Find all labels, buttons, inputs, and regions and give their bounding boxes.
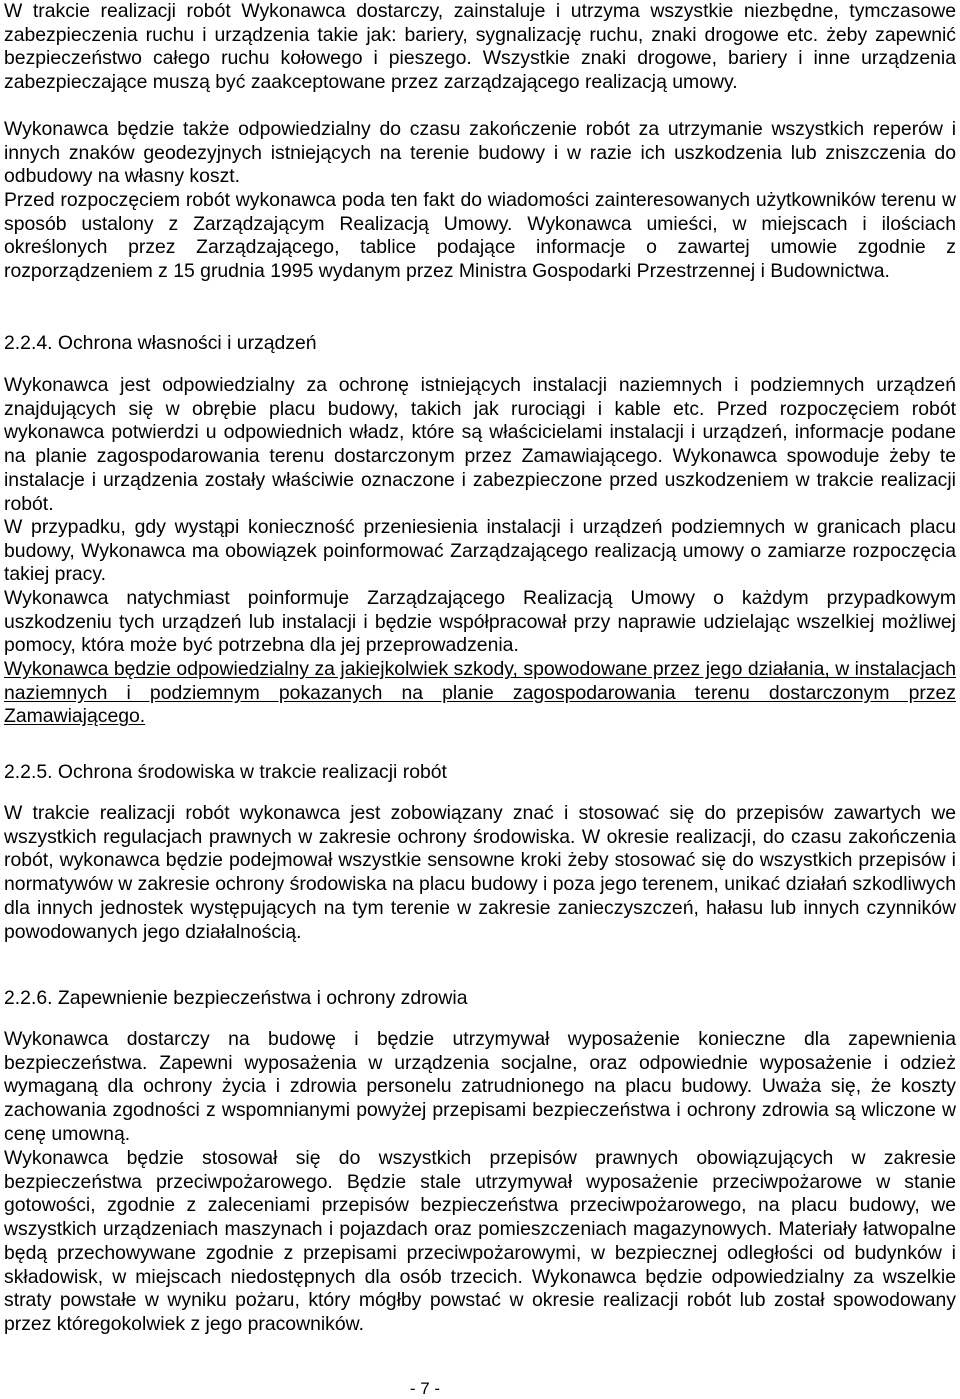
section-heading-2-2-5: 2.2.5. Ochrona środowiska w trakcie realizacji robót: [4, 761, 447, 783]
paragraph-damage-report: Wykonawca natychmiast poinformuje Zarządzającego Realizacją Umowy o każdym przypadkowym uszkodzeniu tych urządzeń lub instalacji i będzie współpracował przy naprawie udzielając wszelkiej możliwej pomocy, która może być potrzebna dla jej przeprowadzenia.: [4, 587, 956, 657]
page-number: - 7 -: [409, 1379, 441, 1398]
paragraph-survey-markers: Wykonawca będzie także odpowiedzialny do czasu zakończenie robót za utrzymanie wszystkich reperów i innych znaków geodezyjnych istniejących na terenie budowy i w razie ich uszkodzenia lub zniszczenia do odbudowy na własny koszt.: [4, 118, 956, 188]
paragraph-installations-protection: Wykonawca jest odpowiedzialny za ochronę istniejących instalacji naziemnych i podziemnych urządzeń znajdujących się w obrębie placu budowy, takich jak rurociągi i kable etc. Przed rozpoczęciem robót wykonawca potwierdzi u odpowiednich władz, które są właścicielami instalacji i urządzeń, informacje podane na planie zagospodarowania terenu dostarczonym przez Zamawiającego. Wykonawca spowoduje żeby te instalacje i urządzenia zostały właściwie oznaczone i zabezpieczone przed uszkodzeniem w trakcie realizacji robót.: [4, 374, 956, 515]
section-heading-2-2-6: 2.2.6. Zapewnienie bezpieczeństwa i ochrony zdrowia: [4, 987, 468, 1009]
paragraph-fire-safety: Wykonawca będzie stosował się do wszystkich przepisów prawnych obowiązujących w zakresie bezpieczeństwa przeciwpożarowego. Będzie stale utrzymywał wyposażenie przeciwpożarowe w stanie gotowości, zgodnie z zaleceniami przepisów bezpieczeństwa przeciwpożarowego, na placu budowy, we wszystkich urządzeniach maszynach i pojazdach oraz pomieszczeniach magazynowych. Materiały łatwopalne będą przechowywane zgodnie z przepisami przeciwpożarowymi, w bezpiecznej odległości od budynków i składowisk, w miejscach niedostępnych dla osób trzecich. Wykonawca będzie odpowiedzialny za wszelkie straty powstałe w wyniku pożaru, który mógłby powstać w okresie realizacji robót lub został spowodowany przez któregokolwiek z jego pracowników.: [4, 1147, 956, 1335]
paragraph-environment: W trakcie realizacji robót wykonawca jest zobowiązany znać i stosować się do przepisów zawartych we wszystkich regulacjach prawnych w zakresie ochrony środowiska. W okresie realizacji, do czasu zakończenia robót, wykonawca będzie podejmował wszystkie sensowne kroki żeby stosować się do wszystkich przepisów i normatywów w zakresie ochrony środowiska na placu budowy i poza jego terenem, unikać działań szkodliwych dla innych jednostek występujących na tym terenie w zakresie zanieczyszczeń, hałasu lub innych czynników powodowanych jego działalnością.: [4, 802, 956, 943]
paragraph-safety-equipment: Wykonawca dostarczy na budowę i będzie utrzymywał wyposażenie konieczne dla zapewnienia bezpieczeństwa. Zapewni wyposażenia w urządzenia socjalne, oraz odpowiednie wyposażenie i odzież wymaganą dla ochrony życia i zdrowia personelu zatrudnionego na placu budowy. Uważa się, że koszty zachowania zgodności z wspomnianymi powyżej przepisami bezpieczeństwa i ochrony zdrowia są wliczone w cenę umowną.: [4, 1028, 956, 1145]
paragraph-liability-underlined: Wykonawca będzie odpowiedzialny za jakiejkolwiek szkody, spowodowane przez jego działania, w instalacjach naziemnych i podziemnym pokazanych na planie zagospodarowania terenu dostarczonym przez Zamawiającego.: [4, 658, 956, 728]
paragraph-traffic-safety: W trakcie realizacji robót Wykonawca dostarczy, zainstaluje i utrzyma wszystkie niezbędne, tymczasowe zabezpieczenia ruchu i urządzenia takie jak: bariery, sygnalizację ruchu, znaki drogowe etc. żeby zapewnić bezpieczeństwo całego ruchu kołowego i pieszego. Wszystkie znaki drogowe, bariery i inne urządzenia zabezpieczające muszą być zaakceptowane przez zarządzającego realizacją umowy.: [4, 0, 956, 94]
paragraph-notification: Przed rozpoczęciem robót wykonawca poda ten fakt do wiadomości zainteresowanych użytkowników terenu w sposób ustalony z Zarządzającym Realizacją Umowy. Wykonawca umieści, w miejscach i ilościach określonych przez Zarządzającego, tablice podające informacje o zawartej umowie zgodnie z rozporządzeniem z 15 grudnia 1995 wydanym przez Ministra Gospodarki Przestrzennej i Budownictwa.: [4, 189, 956, 283]
section-heading-2-2-4: 2.2.4. Ochrona własności i urządzeń: [4, 332, 317, 354]
paragraph-relocation: W przypadku, gdy wystąpi konieczność przeniesienia instalacji i urządzeń podziemnych w granicach placu budowy, Wykonawca ma obowiązek poinformować Zarządzającego realizacją umowy o zamiarze rozpoczęcia takiej pracy.: [4, 516, 956, 586]
